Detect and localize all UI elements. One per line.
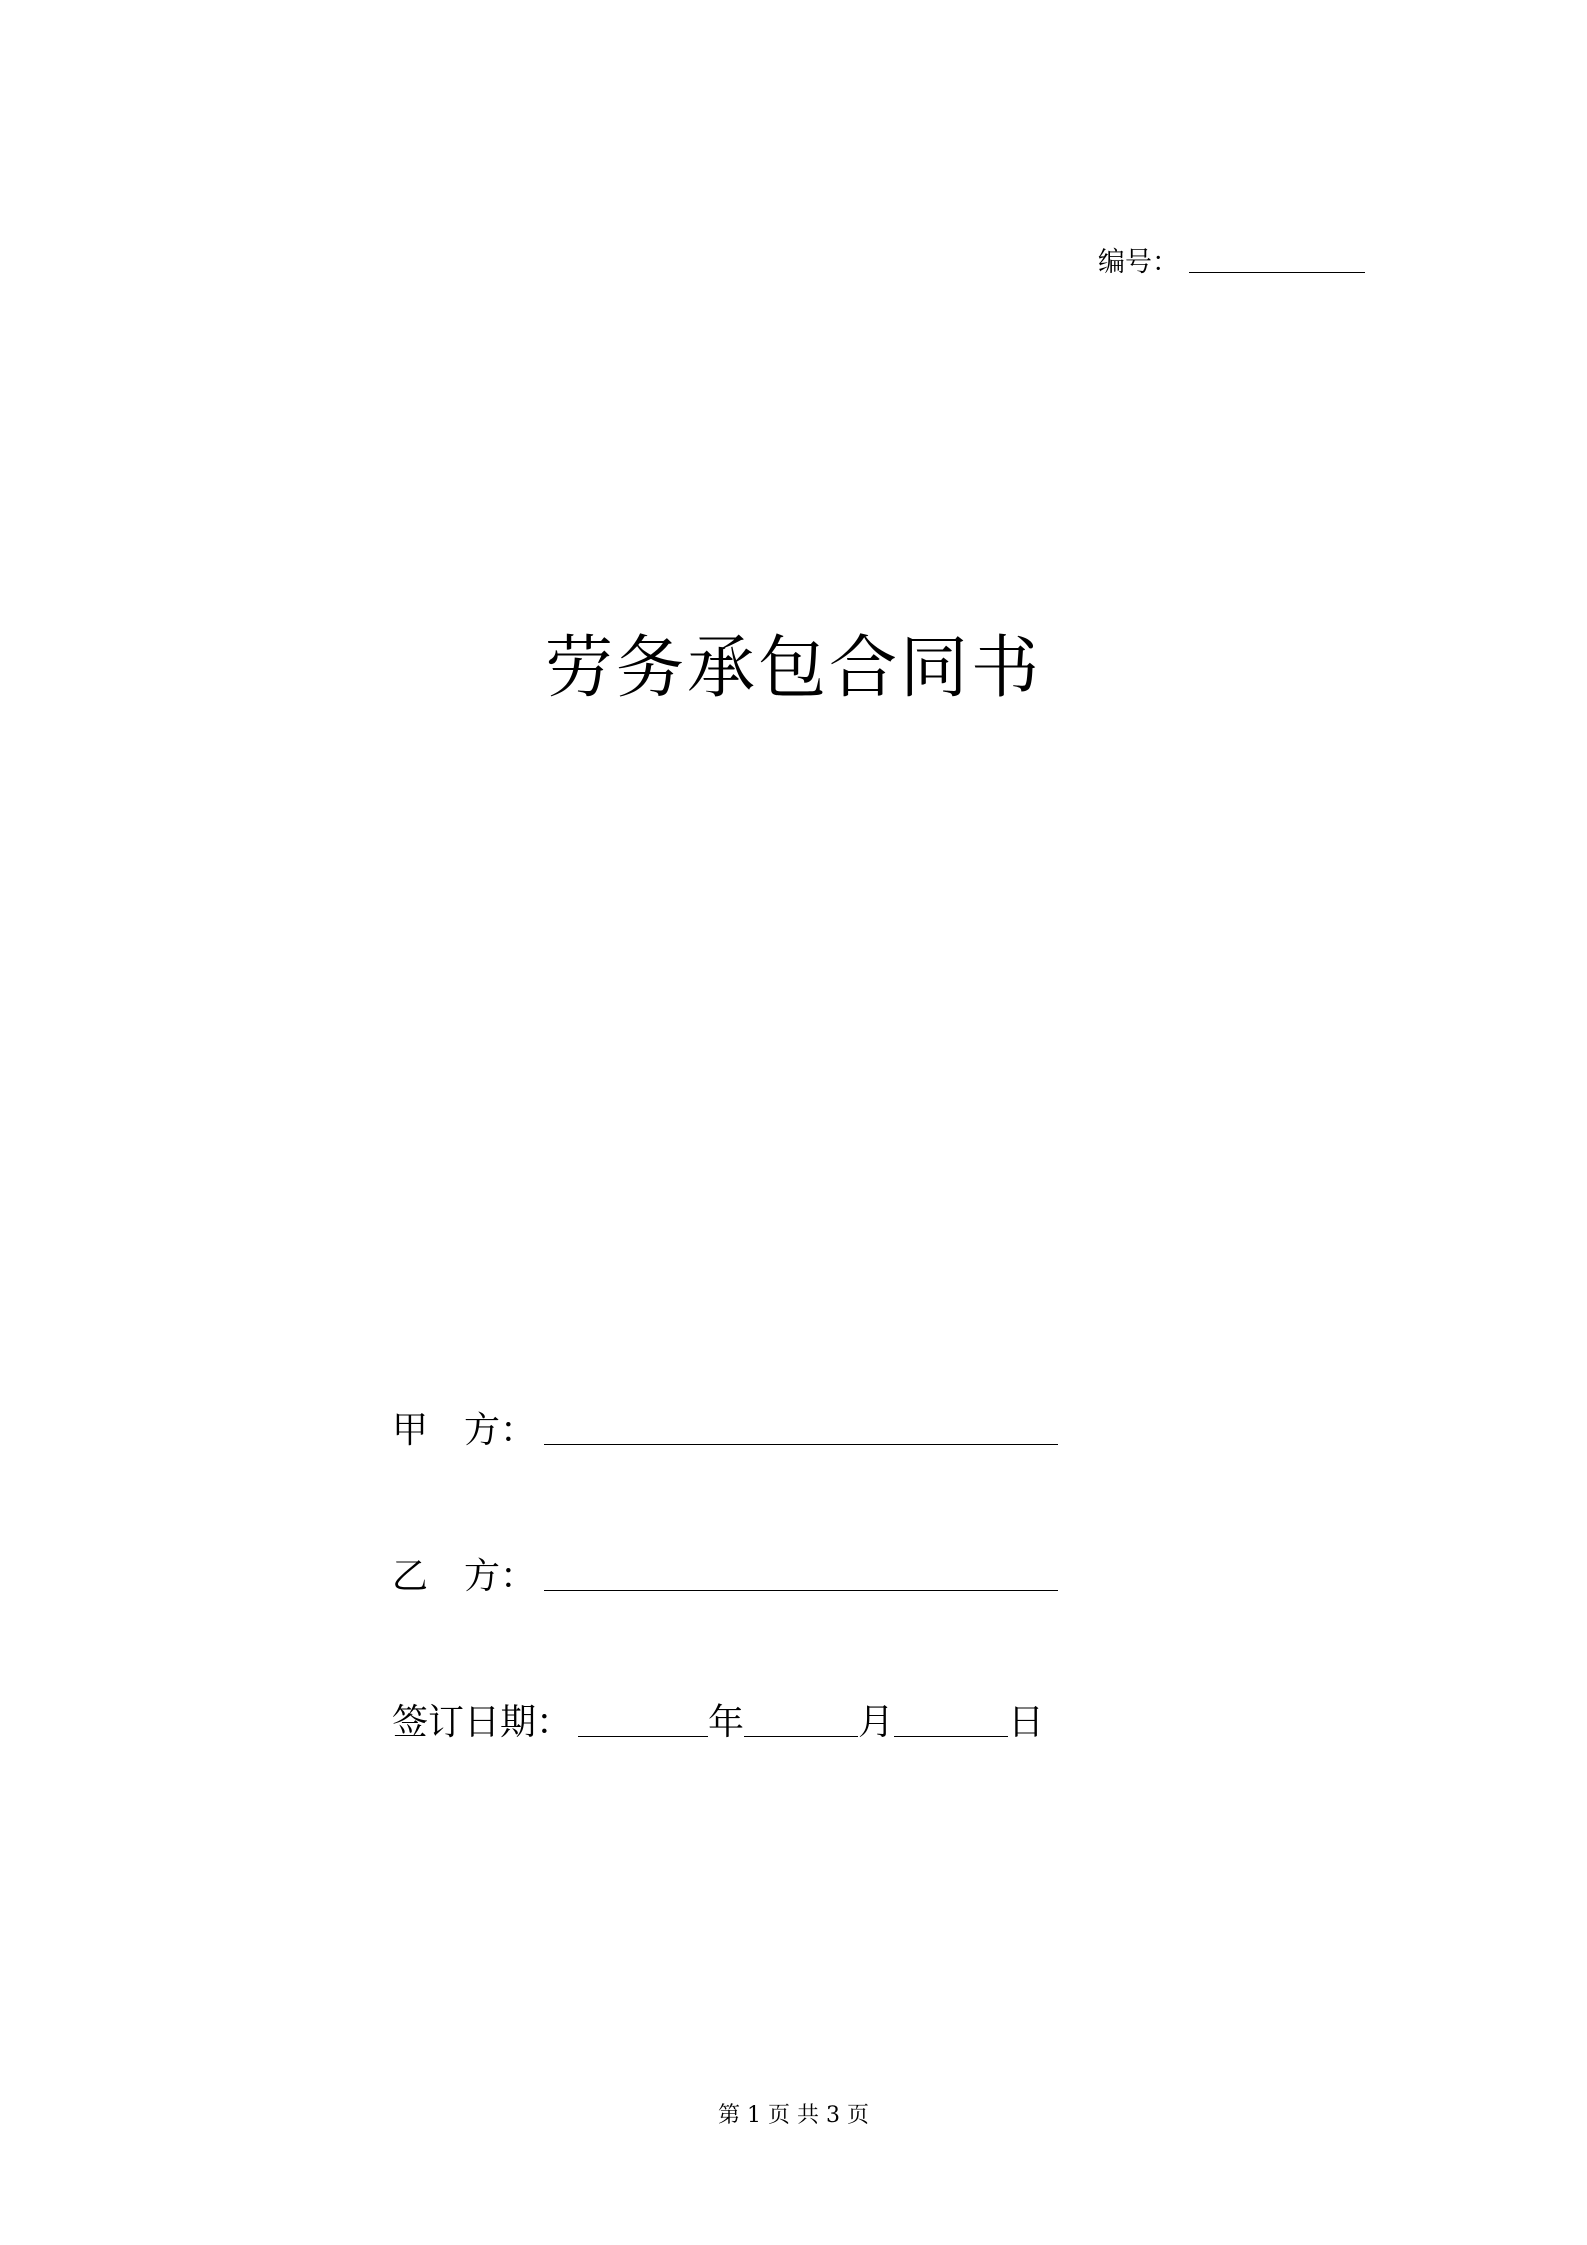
sign-date-day-blank (894, 1736, 1008, 1737)
contract-number (1098, 240, 1365, 279)
sign-date-day-label: 日 (1008, 1702, 1045, 1743)
sign-date-year-label: 年 (708, 1702, 745, 1743)
page-number: 第 1 页 共 3 页 (718, 2103, 869, 2128)
party-a-label: 甲 方： (392, 1410, 537, 1451)
contract-number-blank (1189, 272, 1365, 273)
sign-date-month-label: 月 (858, 1702, 895, 1743)
contract-number-label: 编号： (1098, 247, 1179, 278)
sign-date-year-blank (578, 1736, 708, 1737)
sign-date-row (392, 1694, 1044, 1745)
party-a-blank (544, 1444, 1058, 1445)
party-b-label: 乙 方： (392, 1556, 537, 1597)
document-title: 劳务承包合同书 (544, 629, 1042, 708)
sign-date-label: 签订日期： (392, 1702, 573, 1743)
party-b-blank (544, 1590, 1058, 1591)
sign-date-month-blank (744, 1736, 858, 1737)
party-a-row (392, 1402, 1058, 1453)
party-b-row (392, 1548, 1058, 1599)
